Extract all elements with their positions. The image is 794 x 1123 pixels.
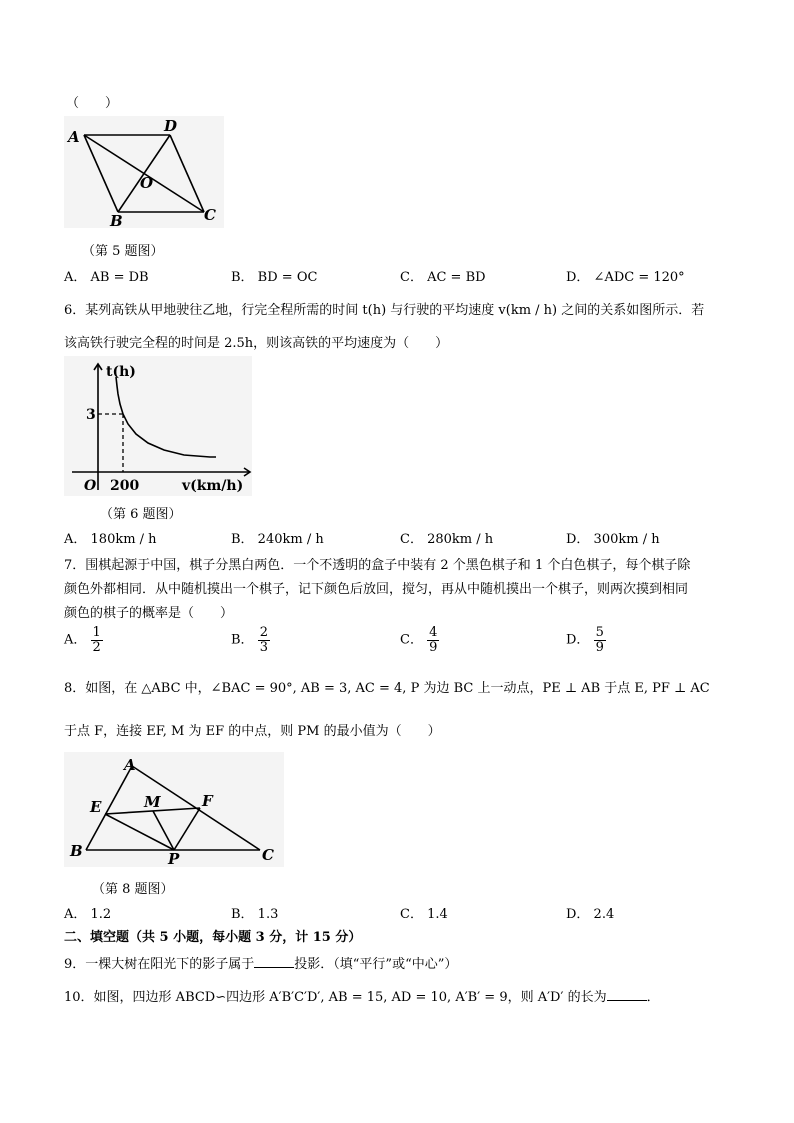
q7-text-line1: 7．围棋起源于中国，棋子分黑白两色．一个不透明的盒子中装有 2 个黑色棋子和 1 个白色棋子，每个棋子除 <box>64 558 691 573</box>
label-B: B <box>110 212 123 228</box>
q5-figure <box>64 116 224 228</box>
q7-text-line3: 颜色的棋子的概率是（ ） <box>64 606 234 621</box>
fraction: $\frac{2}{3}$ <box>259 625 268 655</box>
q10-text: 10．如图，四边形 ABCD∽四边形 A′B′C′D′, AB = 15, AD = 10, A′B′ = 9，则 A′D′ 的长为 ． <box>64 990 660 1005</box>
q5-answer-paren: （ ） <box>66 96 119 111</box>
q5-option-b: B． BD = OC <box>231 270 318 285</box>
curve <box>116 377 216 457</box>
origin-label: O <box>84 478 97 494</box>
q5-option-a: A． AB = DB <box>64 270 149 285</box>
q8-figure <box>64 752 284 867</box>
q8-option-a: A． 1.2 <box>64 907 112 922</box>
section-title: 二、填空题（共 5 小题，每小题 3 分，计 15 分） <box>64 930 362 945</box>
q5-option-d: D． ∠ADC = 120° <box>566 270 685 285</box>
fraction: $\frac{5}{9}$ <box>595 625 604 655</box>
q6-option-c: C． 280km / h <box>400 532 494 547</box>
fraction: $\frac{1}{2}$ <box>92 625 101 655</box>
q6-figure <box>64 356 252 496</box>
rhombus-diagram <box>64 116 224 228</box>
label-C: C <box>204 206 216 224</box>
q8-caption: （第 8 题图） <box>92 882 174 897</box>
answer-blank[interactable] <box>607 988 647 1001</box>
label-A: A <box>124 756 136 774</box>
q7-option-a: A． $\frac{1}{2}$ <box>64 625 101 655</box>
q7-option-c: C． $\frac{4}{9}$ <box>400 625 438 655</box>
label-F: F <box>202 792 213 810</box>
q6-text-line2: 该高铁行驶完全程的时间是 2.5h，则该高铁的平均速度为（ ） <box>64 336 449 351</box>
y-tick-3: 3 <box>86 407 96 423</box>
q8-option-d: D． 2.4 <box>566 907 615 922</box>
label-C: C <box>262 846 274 864</box>
q6-text-line1: 6．某列高铁从甲地驶往乙地，行完全程所需的时间 t(h) 与行驶的平均速度 v(km / h) 之间的关系如图所示．若 <box>64 303 705 318</box>
label-P: P <box>168 850 180 867</box>
q9-text: 9．一棵大树在阳光下的影子属于 投影．（填“平行”或“中心”） <box>64 957 458 972</box>
inverse-function-graph <box>64 356 252 496</box>
label-B: B <box>70 842 83 860</box>
q6-option-b: B． 240km / h <box>231 532 324 547</box>
right-triangle-diagram <box>64 752 284 867</box>
fraction: $\frac{4}{9}$ <box>429 625 438 655</box>
label-O: O <box>140 174 154 192</box>
q7-option-b: B． $\frac{2}{3}$ <box>231 625 268 655</box>
label-A: A <box>68 128 80 146</box>
q5-caption: （第 5 题图） <box>82 244 164 259</box>
q6-option-a: A． 180km / h <box>64 532 157 547</box>
x-axis-label: v(km/h) <box>182 478 244 494</box>
q6-option-d: D． 300km / h <box>566 532 660 547</box>
answer-blank[interactable] <box>254 955 294 968</box>
q7-text-line2: 颜色外都相同．从中随机摸出一个棋子，记下颜色后放回，搅匀，再从中随机摸出一个棋子，则两次摸到相同 <box>64 582 689 597</box>
x-tick-200: 200 <box>110 478 140 494</box>
q8-option-c: C． 1.4 <box>400 907 448 922</box>
q6-caption: （第 6 题图） <box>100 507 182 522</box>
label-D: D <box>164 117 178 135</box>
y-axis-label: t(h) <box>106 364 136 380</box>
q8-text-line2: 于点 F，连接 EF, M 为 EF 的中点，则 PM 的最小值为（ ） <box>64 724 441 739</box>
label-M: M <box>144 793 161 811</box>
q8-text-line1: 8．如图，在 △ABC 中，∠BAC = 90°, AB = 3, AC = 4, P 为边 BC 上一动点，PE ⊥ AB 于点 E, PF ⊥ AC <box>64 681 710 696</box>
q7-option-d: D． $\frac{5}{9}$ <box>566 625 604 655</box>
q5-option-c: C． AC = BD <box>400 270 486 285</box>
label-E: E <box>90 798 102 816</box>
q8-option-b: B． 1.3 <box>231 907 279 922</box>
